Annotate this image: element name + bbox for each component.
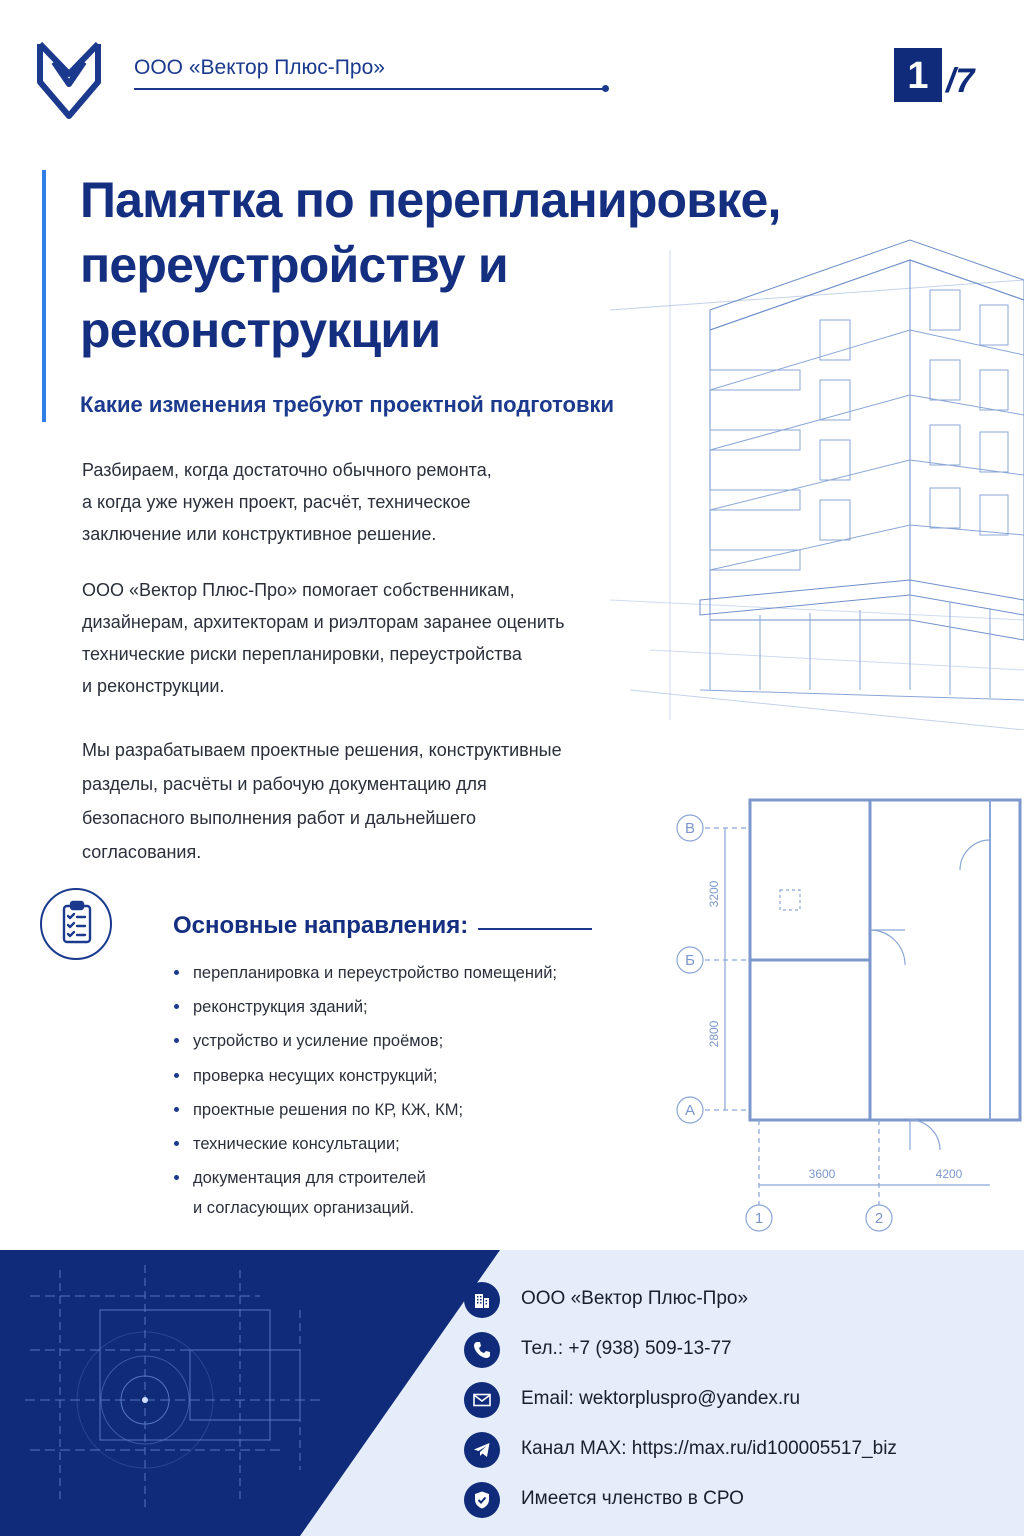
directions-list <box>174 958 614 1223</box>
intro-line: заключение или конструктивное решение. <box>82 524 437 544</box>
intro-line: Разбираем, когда достаточно обычного ремонта, <box>82 460 492 480</box>
page-number-total: /7 <box>946 62 975 100</box>
building-sketch <box>610 220 1024 730</box>
footer-blueprint-panel <box>0 1250 500 1536</box>
list-item: проверка несущих конструкций; <box>174 1061 614 1091</box>
dimension-label: 3600 <box>808 1167 836 1181</box>
checklist-icon <box>40 888 112 960</box>
building-icon <box>464 1282 500 1318</box>
title-line-2: переустройству и <box>80 237 508 293</box>
page-subtitle: Какие изменения требуют проектной подготовки <box>80 392 615 417</box>
intro-line: разделы, расчёты и рабочую документацию для <box>82 774 487 794</box>
contact-text: Канал MAX: https://max.ru/id100005517_biz <box>521 1438 897 1459</box>
shield-check-icon <box>464 1482 500 1518</box>
intro-line: согласования. <box>82 842 202 862</box>
axis-label-col: 1 <box>754 1210 764 1227</box>
list-item: технические консультации; <box>174 1129 614 1159</box>
intro-line: а когда уже нужен проект, расчёт, техническое <box>82 492 471 512</box>
dimension-label: 4200 <box>935 1167 963 1181</box>
intro-line: технические риски перепланировки, переустройства <box>82 644 522 664</box>
list-item-line: и согласующих организаций. <box>193 1199 415 1218</box>
header-divider <box>134 88 608 90</box>
title-accent-bar <box>42 170 46 422</box>
list-item: проектные решения по КР, КЖ, КМ; <box>174 1095 614 1125</box>
title-line-1: Памятка по перепланировке, <box>80 172 781 228</box>
company-name-header: ООО «Вектор Плюс-Про» <box>134 56 385 79</box>
list-item: устройство и усиление проёмов; <box>174 1026 614 1056</box>
axis-label-row: В <box>684 820 696 837</box>
contact-text: Email: wektorpluspro@yandex.ru <box>521 1388 801 1409</box>
list-item-line: документация для строителей <box>193 1169 426 1188</box>
page-number-current: 1 <box>894 48 942 102</box>
intro-line: и реконструкции. <box>82 676 225 696</box>
dimension-label: 3200 <box>707 880 721 908</box>
intro-paragraph-2 <box>82 574 642 702</box>
list-item: реконструкция зданий; <box>174 992 614 1022</box>
company-logo-icon <box>36 40 106 120</box>
title-line-3: реконструкции <box>80 302 441 358</box>
axis-label-row: Б <box>685 952 695 969</box>
intro-line: дизайнерам, архитекторам и риэлторам заранее оценить <box>82 612 565 632</box>
directions-divider <box>478 928 592 930</box>
directions-heading: Основные направления: <box>173 912 469 939</box>
floor-plan-drawing <box>660 780 1024 1240</box>
phone-icon <box>464 1332 500 1368</box>
dimension-label: 2800 <box>707 1020 721 1048</box>
intro-line: безопасного выполнения работ и дальнейшего <box>82 808 477 828</box>
list-item <box>174 1163 614 1223</box>
header-divider-dot <box>602 85 609 92</box>
intro-paragraph-1 <box>82 454 642 550</box>
intro-line: ООО «Вектор Плюс-Про» помогает собственникам, <box>82 580 515 600</box>
intro-paragraph-3 <box>82 733 642 869</box>
telegram-icon <box>464 1432 500 1468</box>
contact-text: Имеется членство в СРО <box>521 1488 744 1509</box>
axis-label-row: А <box>684 1102 696 1119</box>
contact-text: ООО «Вектор Плюс-Про» <box>521 1288 749 1309</box>
contact-text: Тел.: +7 (938) 509-13-77 <box>521 1338 732 1359</box>
intro-line: Мы разрабатываем проектные решения, конструктивные <box>82 740 562 760</box>
axis-label-col: 2 <box>874 1210 884 1227</box>
email-icon <box>464 1382 500 1418</box>
list-item: перепланировка и переустройство помещений; <box>174 958 614 988</box>
